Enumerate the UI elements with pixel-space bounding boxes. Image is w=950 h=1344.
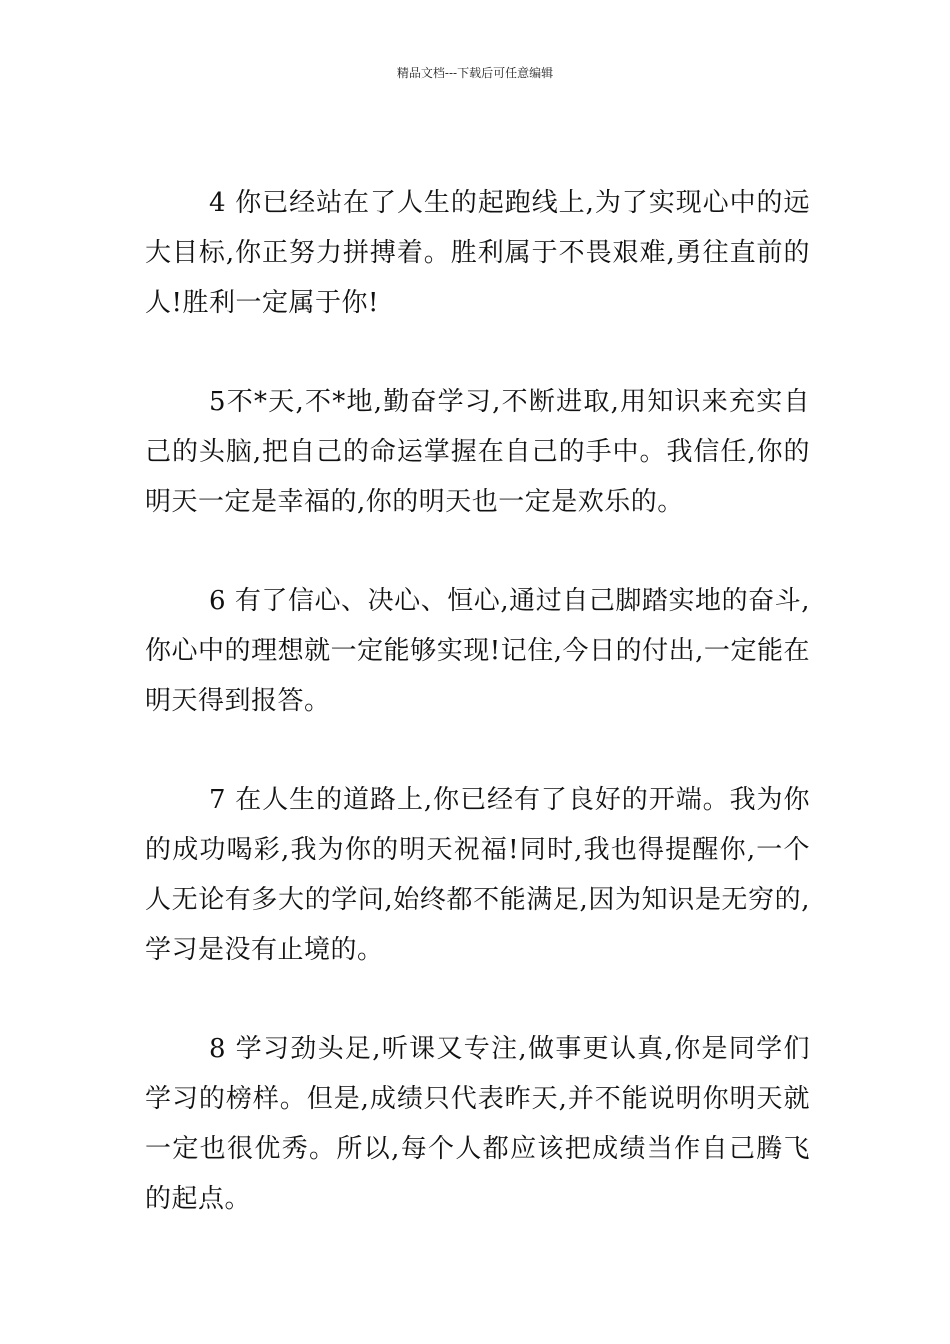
paragraph-4: 4 你已经站在了人生的起跑线上,为了实现心中的远大目标,你正努力拼搏着。胜利属于不畏艰难,勇往直前的人!胜利一定属于你! xyxy=(145,188,810,318)
document-body xyxy=(145,178,810,1273)
page-header: 精品文档---下载后可任意编辑 xyxy=(396,66,554,80)
paragraph-8: 8 学习劲头足,听课又专注,做事更认真,你是同学们学习的榜样。但是,成绩只代表昨天,并不能说明你明天就一定也很优秀。所以,每个人都应该把成绩当作自己腾飞的起点。 xyxy=(145,1034,810,1214)
paragraph-6: 6 有了信心、决心、恒心,通过自己脚踏实地的奋斗,你心中的理想就一定能够实现!记住,今日的付出,一定能在明天得到报答。 xyxy=(145,586,810,716)
paragraph-5: 5不*天,不*地,勤奋学习,不断进取,用知识来充实自己的头脑,把自己的命运掌握在自己的手中。我信任,你的明天一定是幸福的,你的明天也一定是欢乐的。 xyxy=(145,387,810,517)
paragraph-7: 7 在人生的道路上,你已经有了良好的开端。我为你的成功喝彩,我为你的明天祝福!同时,我也得提醒你,一个人无论有多大的学问,始终都不能满足,因为知识是无穷的,学习是没有止境的。 xyxy=(145,785,810,965)
